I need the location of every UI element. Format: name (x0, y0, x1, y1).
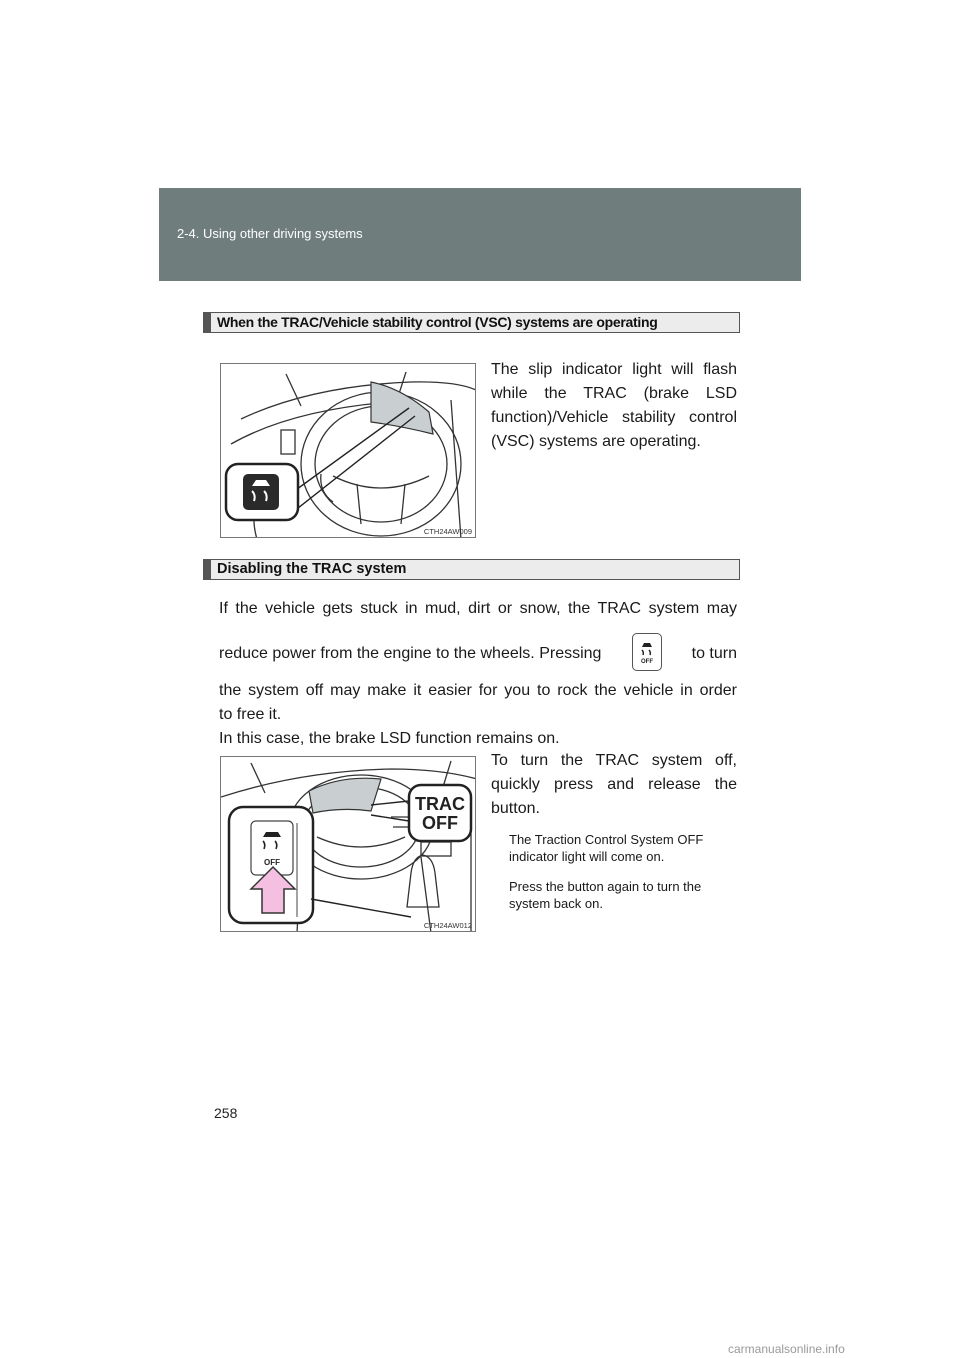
section1-line-2: while the TRAC (brake LSD (491, 385, 737, 402)
figure2-code: CTH24AW012 (423, 921, 472, 930)
note-turn-back-on (509, 878, 741, 912)
section2-line-3: button. (491, 800, 540, 817)
section1-title-bar (203, 312, 740, 333)
svg-text:OFF: OFF (264, 858, 280, 867)
section1-line-1: The slip indicator light will flash (491, 361, 737, 378)
footer-watermark: carmanualsonline.info (728, 1342, 845, 1356)
intro-line-4: to free it. (219, 706, 282, 723)
section1-line-4: (VSC) systems are operating. (491, 433, 701, 450)
figure1-code: CTH24AW009 (423, 527, 472, 536)
section-heading: 2-4. Using other driving systems (177, 226, 363, 241)
intro-line-2-after: to turn (691, 645, 737, 662)
header-band (159, 188, 801, 281)
dashboard-illustration (221, 757, 476, 932)
title-accent (204, 313, 211, 332)
steering-wheel-illustration (221, 364, 476, 538)
figure-trac-off-button (220, 756, 476, 932)
intro-line-5: In this case, the brake LSD function remains on. (219, 730, 560, 747)
note1-line-1: The Traction Control System OFF (509, 832, 704, 847)
svg-text:OFF: OFF (640, 659, 653, 665)
figure-slip-indicator (220, 363, 476, 538)
trac-off-callout-text (415, 794, 465, 833)
note-indicator (509, 831, 741, 865)
section2-line-1: To turn the TRAC system off, (491, 752, 737, 769)
section2-title-bar (203, 559, 740, 580)
note2-line-1: Press the button again to turn the (509, 879, 702, 894)
intro-line-2 (219, 635, 737, 673)
section2-title: Disabling the TRAC system (217, 561, 407, 577)
title-accent (204, 560, 211, 579)
note2-line-2: system back on. (509, 896, 603, 911)
page-number: 258 (214, 1105, 238, 1121)
intro-line-1: If the vehicle gets stuck in mud, dirt or snow, the TRAC system may (219, 600, 737, 617)
section2-line-2: quickly press and release the (491, 776, 737, 793)
svg-text:OFF: OFF (422, 813, 458, 833)
trac-off-button-icon (632, 633, 662, 671)
section1-line-3: function)/Vehicle stability control (491, 409, 737, 426)
svg-text:TRAC: TRAC (415, 794, 465, 814)
note1-line-2: indicator light will come on. (509, 849, 665, 864)
section2-paragraph (491, 749, 737, 821)
intro-line-3: the system off may make it easier for you to rock the vehicle in order (219, 682, 737, 699)
section1-title: When the TRAC/Vehicle stability control (VSC) systems are operating (217, 314, 658, 330)
slip-indicator-icon (243, 474, 279, 510)
section2-intro (219, 597, 737, 751)
section1-paragraph (491, 358, 737, 454)
intro-line-2-before: reduce power from the engine to the wheels. Pressing (219, 645, 602, 662)
